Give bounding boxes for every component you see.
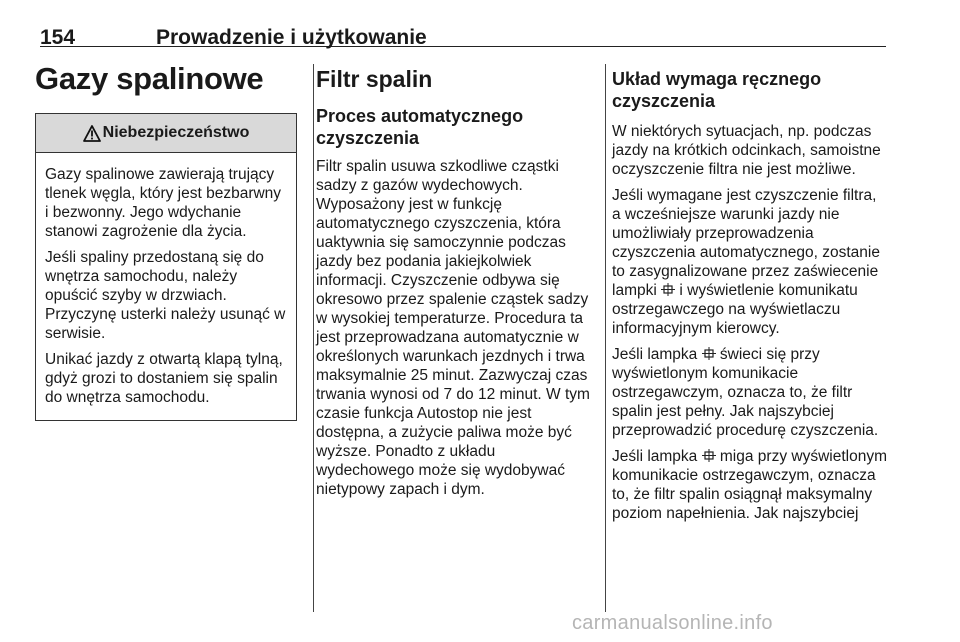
warning-title: Niebezpieczeństwo xyxy=(102,124,250,141)
body-paragraph: Jeśli lampka świeci się przy wyświetlonym komunikacie ostrzegawczym, oznacza to, że filtr spalin jest pełny. Jak najszybciej przeprowadzić procedurę czyszczenia. xyxy=(612,346,879,439)
body-paragraph: Filtr spalin usuwa szkodliwe cząstki sadzy z gazów wydechowych. Wyposażony jest w funkcję automatycznego czyszczenia, która uaktywnia się samoczynnie podczas jazdy bez podania jakiejkolwiek informacji. Czyszczenie odbywa się okresowo przez spalenie cząstek sadzy w wysokiej temperaturze. Procedura ta jest przeprowadzana automatycznie w określonych warunkach jezdnych i trwa maksymalnie 25 minut. Zazwyczaj czas trwania wynosi od 7 do 12 minut. W tym czasie funkcja Autostop nie jest dostępna, a zużycie paliwa może być wyższe. Ponadto z układu wydechowego może się wydobywać nietypowy zapach i dym. xyxy=(316,158,590,498)
column-divider xyxy=(605,64,606,612)
column-exhaust-filter xyxy=(316,58,592,506)
body-paragraph: Jeśli lampka miga przy wyświetlonym komunikacie ostrzegawczym, oznacza to, że filtr spalin osiągnął maksymalny poziom napełnienia. Jak najszybciej xyxy=(612,448,887,522)
warning-paragraph: Unikać jazdy z otwartą klapą tylną, gdyż grozi to dostaniem się spalin do wnętrza samochodu. xyxy=(45,351,283,406)
page-number: 154 xyxy=(40,26,76,49)
column-manual-cleaning xyxy=(612,58,888,530)
column-exhaust-gases xyxy=(35,58,297,421)
page-header xyxy=(40,12,886,47)
column-divider xyxy=(313,64,314,612)
warning-paragraph: Jeśli spaliny przedostaną się do wnętrza samochodu, należy opuścić szyby w drzwiach. Przyczynę usterki należy usunąć w serwisie. xyxy=(45,249,286,342)
warning-paragraph: Gazy spalinowe zawierają trujący tlenek węgla, który jest bezbarwny i bezwonny. Jego wdychanie stanowi zagrożenie dla życia. xyxy=(45,166,282,240)
exhaust-filter-lamp-icon xyxy=(702,347,716,360)
body-paragraph: W niektórych sytuacjach, np. podczas jazdy na krótkich odcinkach, samoistne oczyszczenie filtra nie jest możliwe. xyxy=(612,123,881,178)
exhaust-filter-lamp-icon xyxy=(661,283,675,296)
watermark: carmanualsonline.info xyxy=(572,612,773,634)
danger-warning-box xyxy=(35,113,297,421)
warning-header xyxy=(36,114,296,153)
subsection-title: Proces automatycznego czyszczenia xyxy=(316,106,524,148)
warning-body xyxy=(36,153,296,420)
chapter-title: Prowadzenie i użytkowanie xyxy=(156,26,427,49)
exhaust-filter-lamp-icon xyxy=(702,449,716,462)
subsection-title: Układ wymaga ręcznego czyszczenia xyxy=(612,69,822,111)
body-paragraph: Jeśli wymagane jest czyszczenie filtra, a wcześniejsze warunki jazdy nie umożliwiały przeprowadzenia czyszczenia automatycznego, zostanie to zasygnalizowane przez zaświecenie lampki i wyświetlenie komunikatu ostrzegawczego na wyświetlaczu informacyjnym kierowcy. xyxy=(612,187,880,337)
warning-triangle-icon xyxy=(83,125,101,142)
section-title: Gazy spalinowe xyxy=(35,61,264,96)
section-title: Filtr spalin xyxy=(316,66,433,92)
